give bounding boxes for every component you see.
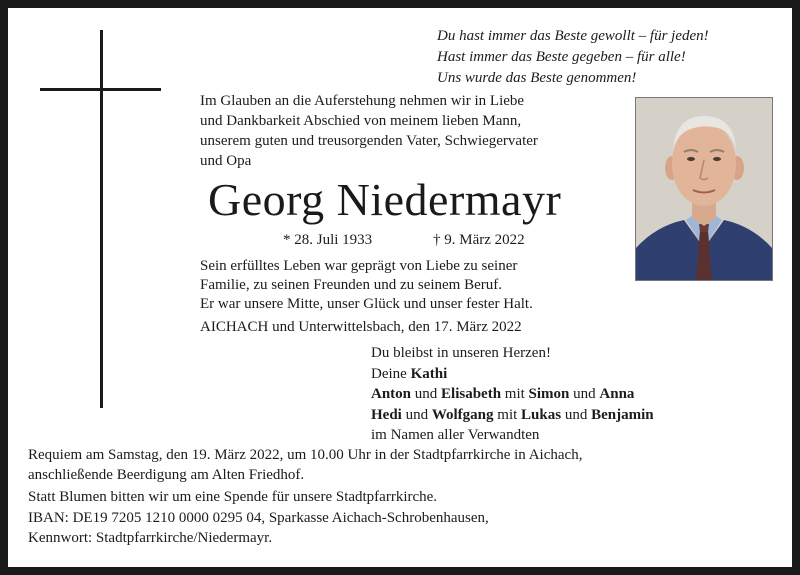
requiem-info [28,445,582,485]
cross-vertical-bar [100,30,103,408]
birth-date: * 28. Juli 1933 [283,232,373,248]
intro-line: und Opa [200,153,252,169]
donation-line: Statt Blumen bitten wir um eine Spende für unsere Stadtpfarrkirche. [28,489,438,505]
mourner-name: Hedi [371,406,402,423]
word: Deine [371,365,407,382]
poem-line: Hast immer das Beste gegeben – für alle! [437,49,686,65]
mourners-line [371,405,654,426]
life-line: Familie, zu seinen Freunden und zu seinem Beruf. [200,277,503,293]
place-date: AICHACH und Unterwittelsbach, den 17. März 2022 [200,319,522,335]
mourner-name: Kathi [410,365,448,382]
intro-text [200,91,630,171]
intro-line: Im Glauben an die Auferstehung nehmen wir in Liebe [200,93,525,109]
obituary-card [8,8,792,567]
mourner-name: Benjamin [591,406,654,423]
donation-info [28,487,489,549]
word: und [405,406,429,423]
life-line: Sein erfülltes Leben war geprägt von Liebe zu seiner [200,258,518,274]
poem-line: Uns wurde das Beste genommen! [437,70,637,86]
donation-line: Kennwort: Stadtpfarrkirche/Niedermayr. [28,530,273,546]
requiem-line: Requiem am Samstag, den 19. März 2022, um 10.00 Uhr in der Stadtpfarrkirche in Aichach, [28,447,583,463]
cross-horizontal-bar [40,88,161,91]
portrait-photo [635,97,773,281]
requiem-line: anschließende Beerdigung am Alten Friedhof. [28,467,305,483]
word: und [564,406,588,423]
mourner-name: Elisabeth [441,386,502,402]
word: mit [497,406,518,423]
intro-line: unserem guten und treusorgenden Vater, Schwiegervater [200,133,538,149]
portrait-illustration [636,98,772,280]
word: mit [504,386,525,402]
word: und [414,386,438,402]
life-line: Er war unsere Mitte, unser Glück und unser fester Halt. [200,296,533,312]
word: und [573,386,596,402]
mourners-line [371,384,654,405]
mourner-name: Anna [599,386,635,402]
poem-line: Du hast immer das Beste gewollt – für jeden! [437,28,709,44]
death-date: † 9. März 2022 [433,232,525,248]
life-text [200,257,533,314]
mourner-name: Lukas [521,406,562,423]
intro-line: und Dankbarkeit Abschied von meinem lieben Mann, [200,113,522,129]
mourner-name: Simon [528,386,570,402]
mourners-line: im Namen aller Verwandten [371,427,540,443]
mourner-name: Anton [371,386,412,402]
deceased-name: Georg Niedermayr [208,174,562,225]
mourner-name: Wolfgang [431,406,494,423]
poem [437,26,709,89]
donation-line: IBAN: DE19 7205 1210 0000 0295 04, Sparkasse Aichach-Schrobenhausen, [28,509,489,526]
mourners-line [371,364,654,385]
mourners-line: Du bleibst in unseren Herzen! [371,345,551,361]
mourners-list [371,343,654,446]
